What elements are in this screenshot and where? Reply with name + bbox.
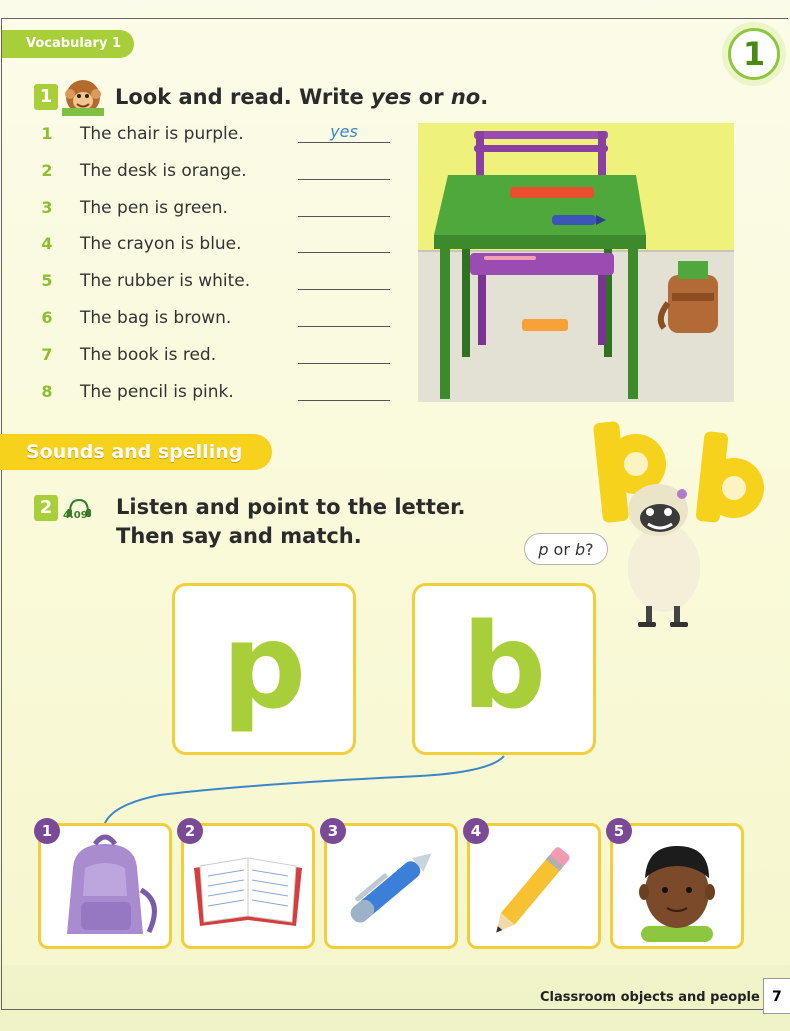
list-item [36,194,396,222]
picture-card-pencil[interactable] [467,823,601,949]
item-number: 1 [41,124,53,143]
answer-line[interactable] [298,216,390,217]
classroom-scene-image [418,123,734,402]
letter-card-p[interactable] [172,583,356,755]
picture-card-notebook[interactable] [181,823,315,949]
exercise-title: Look and read. Write yes or no. [115,85,489,109]
page-number: 7 [763,978,790,1014]
list-item [36,304,396,332]
letter-p: p [221,597,307,735]
picture-number: 3 [320,818,346,844]
boy-icon [617,830,737,942]
audio-track-number: 4.09 [63,510,88,521]
list-item [36,341,396,369]
picture-number: 5 [606,818,632,844]
footer-caption: Classroom objects and people [540,990,760,1005]
picture-number: 4 [463,818,489,844]
item-text: The chair is purple. [80,124,244,144]
speech-bubble: p or b? [524,533,608,565]
item-text: The pencil is pink. [80,382,234,402]
picture-card-boy[interactable] [610,823,744,949]
answer-line[interactable] [298,289,390,290]
unit-number: 1 [728,28,780,80]
answer-line[interactable] [298,363,390,364]
item-text: The book is red. [80,345,217,365]
item-number: 6 [41,308,53,327]
answer-line[interactable] [298,179,390,180]
notebook-icon [188,830,308,942]
letter-card-b[interactable] [412,583,596,755]
answer-text: yes [330,122,358,141]
pen-icon [331,830,451,942]
sounds-spelling-banner: Sounds and spelling [0,434,272,470]
item-text: The desk is orange. [80,161,247,181]
exercise-number: 1 [34,84,58,110]
item-text: The crayon is blue. [80,234,242,254]
answer-line[interactable] [298,252,390,253]
list-item [36,230,396,258]
item-text: The bag is brown. [80,308,232,328]
item-number: 8 [41,382,53,401]
letter-b: b [461,597,547,735]
item-text: The pen is green. [80,198,228,218]
picture-card-pen[interactable] [324,823,458,949]
unit-badge [722,22,786,86]
backpack-icon [45,830,165,942]
list-item [36,157,396,185]
item-number: 2 [41,161,53,180]
answer-line[interactable] [298,326,390,327]
list-item [36,378,396,406]
exercise-title-line2: Then say and match. [116,524,362,548]
picture-number: 2 [177,818,203,844]
item-text: The rubber is white. [80,271,251,291]
answer-line[interactable] [298,142,390,143]
exercise-title-line1: Listen and point to the letter. [116,495,466,519]
list-item [36,267,396,295]
picture-card-backpack[interactable] [38,823,172,949]
item-number: 5 [41,271,53,290]
sheep-mascot-image [584,418,774,630]
monkey-icon [62,78,104,116]
list-item [36,120,396,148]
pencil-icon [474,830,594,942]
item-number: 4 [41,234,53,253]
section-tab: Vocabulary 1 [2,30,134,58]
picture-number: 1 [34,818,60,844]
item-number: 3 [41,198,53,217]
exercise-number: 2 [34,495,58,521]
answer-line[interactable] [298,400,390,401]
item-number: 7 [41,345,53,364]
